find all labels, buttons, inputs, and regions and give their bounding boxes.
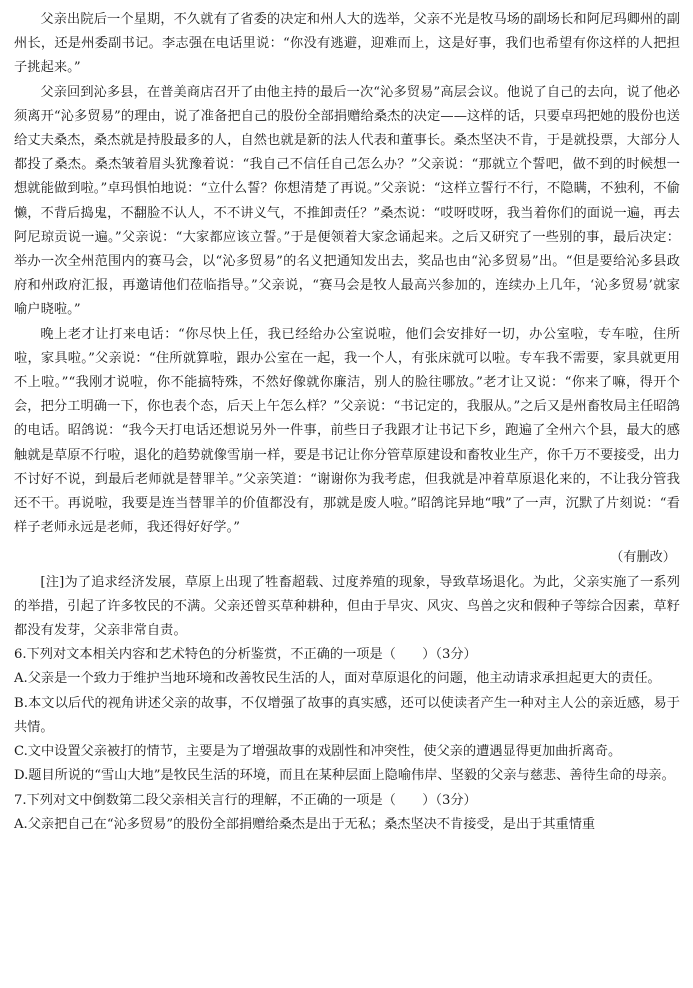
story-paragraph: 晚上老才让打来电话：“你尽快上任，我已经给办公室说啦，他们会安排好一切，办公室啦，专车啦，住所啦，家具啦。”父亲说：“住所就算啦，跟办公室在一起，我一个人，有张床就可以啦。专车我不需要，家具就更用不上啦。”“我刚才说啦，你不能搞特殊，不然好像就你廉洁，别人的脸往哪放。”老才让又说：“你来了嘛，得开个会，把分工明确一下，你也表个态，后天上午怎么样？”父亲说：“书记定的，我服从。”之后又是州畜牧局主任昭鸽的电话。昭鸽说：“我今天打电话还想说另外一件事，前些日子我跟才让书记下乡，跑遍了全州六个县，最大的感触就是草原不行啦，退化的趋势就像雪崩一样，要是书记让你分管草原建设和畜牧业生产，你千万不要接受，出力不讨好不说，到最后老师就是替罪羊。”父亲笑道：“谢谢你为我考虑，但我就是冲着草原退化来的，不让我分管我还不干。再说啦，我要是连当替罪羊的价值都没有，那就是废人啦。”昭鸽诧异地“哦”了一声，沉默了片刻说：“看样子老师永远是老师，我还得好好学。” bbox=[14, 326, 680, 536]
question-stem: 6.下列对文本相关内容和艺术特色的分析鉴赏，不正确的一项是（ ）（3分） bbox=[14, 647, 477, 663]
story-text bbox=[14, 8, 680, 540]
source-note: （有删改） bbox=[610, 550, 676, 566]
option-b: B.本文以后代的视角讲述父亲的故事，不仅增强了故事的真实感，还可以使读者产生一种对主人公的亲近感，易于共情。 bbox=[14, 695, 680, 735]
question-7 bbox=[14, 789, 680, 837]
option-d: D.题目所说的“雪山大地”是牧民生活的环境，而且在某种层面上隐喻伟岸、坚毅的父亲与慈悲、善待生命的母亲。 bbox=[14, 768, 675, 784]
option-a: A.父亲把自己在“沁多贸易”的股份全部捐赠给桑杰是出于无私；桑杰坚决不肯接受，是出于其重情重 bbox=[14, 816, 596, 832]
annotation-note: [注]为了追求经济发展，草原上出现了牲畜超载、过度养殖的现象，导致草场退化。为此，父亲实施了一系列的举措，引起了许多牧民的不满。父亲还曾买草种耕种，但由于旱灾、风灾、鸟兽之灾和假种子等综合因素，草籽都没有发芽，父亲非常自责。 bbox=[14, 574, 680, 639]
option-c: C.文中设置父亲被打的情节，主要是为了增强故事的戏剧性和冲突性，使父亲的遭遇显得更加曲折离奇。 bbox=[14, 744, 622, 760]
option-a: A.父亲是一个致力于维护当地环境和改善牧民生活的人，面对草原退化的问题，他主动请求承担起更大的责任。 bbox=[14, 671, 661, 687]
question-stem: 7.下列对文中倒数第二段父亲相关言行的理解，不正确的一项是（ ）（3分） bbox=[14, 792, 477, 808]
story-paragraph: 父亲出院后一个星期，不久就有了省委的决定和州人大的选举，父亲不光是牧马场的副场长和阿尼玛卿州的副州长，还是州委副书记。李志强在电话里说：“你没有逃避，迎难而上，这是好事，我们也希望有你这样的人把担子挑起来。” bbox=[14, 12, 680, 76]
exam-page bbox=[14, 8, 680, 837]
question-6 bbox=[14, 643, 680, 788]
story-paragraph: 父亲回到沁多县，在普美商店召开了由他主持的最后一次“沁多贸易”高层会议。他说了自己的去向，说了他必须离开“沁多贸易”的理由，说了准备把自己的股份全部捐赠给桑杰的决定——这样的话，只要卓玛把她的股份也送给丈夫桑杰，桑杰就是持股最多的人，自然也就是新的法人代表和董事长。桑杰坚决不肯，于是就投票，大部分人都投了桑杰。桑杰皱着眉头犹豫着说：“我自己不信任自己怎么办？”父亲说：“那就立个誓吧，做不到的时候想一想就能做到啦。”卓玛惧怕地说：“立什么誓？你想清楚了再说。”父亲说：“这样立誓行不行，不隐瞒，不独利，不偷懒，不背后捣鬼，不翻脸不认人，不不讲义气，不推卸责任？”桑杰说：“哎呀哎呀，我当着你们的面说一遍，再去阿尼琼贡说一遍。”父亲说：“大家都应该立誓。”于是便领着大家念诵起来。之后又研究了一些别的事，最后决定：举办一次全州范围内的赛马会，以“沁多贸易”的名义把通知发出去，奖品也由“沁多贸易”出。“但是要给沁多县政府和州政府汇报，再邀请他们莅临指导。”父亲说，“赛马会是牧人最高兴参加的，连续办上几年，‘沁多贸易’就家喻户晓啦。” bbox=[14, 84, 680, 318]
